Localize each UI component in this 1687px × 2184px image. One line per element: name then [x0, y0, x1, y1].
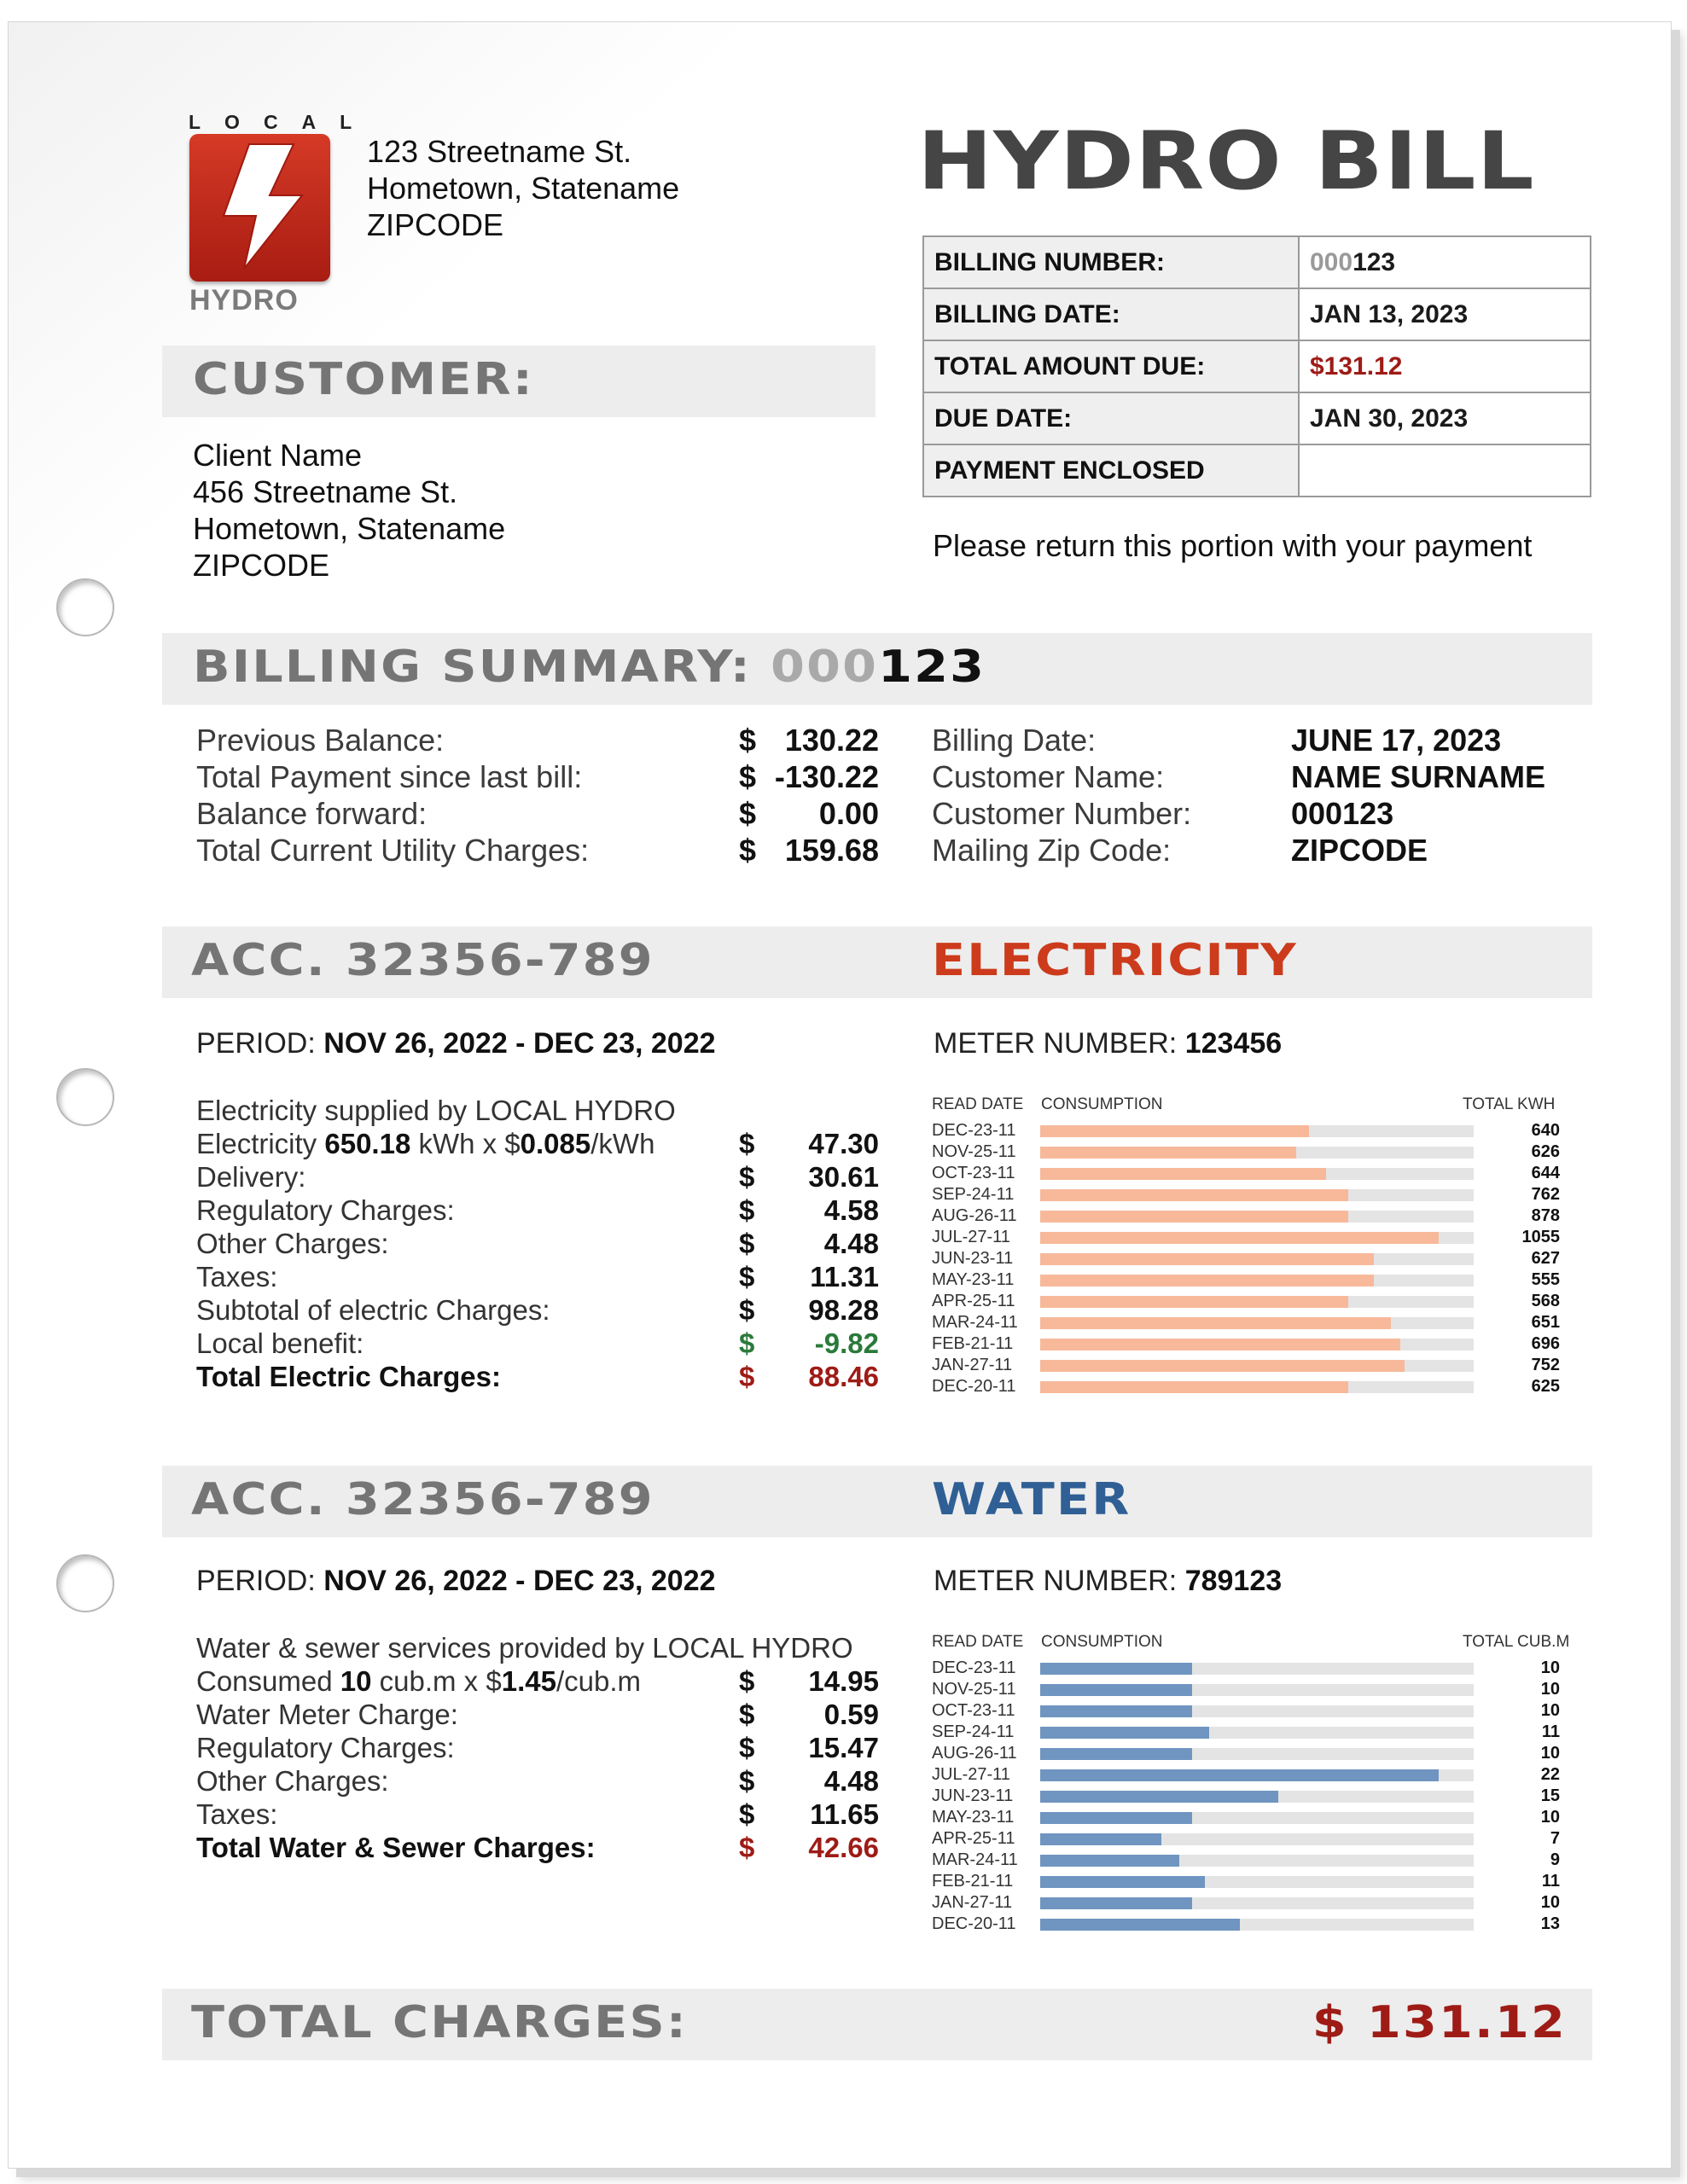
bar-track: [1040, 1769, 1474, 1781]
chart-row: [932, 1786, 1560, 1808]
rate-post: /cub.m: [556, 1665, 641, 1697]
charge-row: [196, 1327, 879, 1361]
consumption-bar: [1040, 1232, 1439, 1244]
charge-label: Subtotal of electric Charges:: [196, 1294, 550, 1326]
summary-value: 000123: [1291, 796, 1394, 831]
bar-track: [1040, 1275, 1474, 1287]
bar-track: [1040, 1381, 1474, 1393]
summary-value: -130.22: [774, 759, 879, 794]
charge-amount: -9.82: [814, 1327, 879, 1359]
total-value-label: 22: [1540, 1765, 1560, 1784]
water-period: [196, 1565, 716, 1598]
rate-price: 1.45: [501, 1665, 556, 1697]
water-band: [162, 1466, 1592, 1537]
charge-amount: 15.47: [808, 1732, 879, 1763]
customer-heading-band: [162, 346, 875, 417]
charge-amount: 30.61: [808, 1161, 879, 1193]
summary-value: 130.22: [784, 723, 879, 758]
total-value-label: 10: [1540, 1744, 1560, 1763]
consumption-bar: [1040, 1833, 1161, 1845]
consumption-bar: [1040, 1381, 1348, 1393]
bar-track: [1040, 1919, 1474, 1931]
water-account: ACC. 32356-789: [191, 1474, 654, 1525]
total-value: $ 131.12: [1312, 1997, 1567, 2048]
chart-row: [932, 1313, 1560, 1334]
table-row: [923, 288, 1591, 340]
total-value-label: 627: [1531, 1249, 1560, 1268]
charge-currency: $: [739, 1194, 755, 1226]
chart-row: [932, 1270, 1560, 1292]
charge-currency: $: [739, 1361, 755, 1392]
rate-mid: cub.m x $: [371, 1665, 502, 1697]
total-value-label: 640: [1531, 1121, 1560, 1140]
electricity-meter: [934, 1027, 1282, 1060]
punch-hole: [56, 1068, 114, 1126]
bar-track: [1040, 1727, 1474, 1739]
summary-label: Customer Number:: [932, 796, 1192, 831]
rate-mid: kWh x $: [410, 1128, 521, 1159]
read-date-label: OCT-23-11: [932, 1701, 1015, 1720]
charge-row: [196, 1732, 879, 1765]
charge-row: [196, 1194, 879, 1228]
consumption-bar: [1040, 1339, 1400, 1350]
electricity-period: [196, 1027, 716, 1060]
chart-row: [932, 1228, 1560, 1249]
customer-address-line: ZIPCODE: [193, 548, 330, 583]
bar-track: [1040, 1339, 1474, 1350]
charge-row: [196, 1228, 879, 1261]
meter-label: METER NUMBER:: [934, 1027, 1178, 1060]
summary-label: Mailing Zip Code:: [932, 833, 1172, 868]
total-value-label: 10: [1540, 1658, 1560, 1677]
billing-summary-band: [162, 633, 1592, 705]
consumption-bar: [1040, 1748, 1192, 1760]
page-title: HYDRO BILL: [917, 115, 1535, 208]
rate-qty: 10: [340, 1665, 372, 1697]
chart-row: [932, 1121, 1560, 1142]
total-value-label: 10: [1540, 1680, 1560, 1699]
bar-track: [1040, 1211, 1474, 1223]
total-value-label: 13: [1540, 1914, 1560, 1933]
total-value-label: 9: [1550, 1850, 1560, 1869]
read-date-label: MAR-24-11: [932, 1850, 1018, 1869]
summary-left: [196, 722, 879, 868]
consumption-bar: [1040, 1684, 1192, 1696]
charge-label: Water Meter Charge:: [196, 1699, 458, 1730]
charge-total-row: [196, 1832, 879, 1865]
billing-info-table: [922, 235, 1591, 497]
consumption-bar: [1040, 1147, 1296, 1159]
rate-pre: Consumed: [196, 1665, 340, 1697]
read-date-label: SEP-24-11: [932, 1722, 1015, 1741]
consumption-bar: [1040, 1897, 1192, 1909]
bar-track: [1040, 1855, 1474, 1867]
consumption-bar: [1040, 1769, 1439, 1781]
consumption-bar: [1040, 1275, 1374, 1287]
charge-row: [196, 1261, 879, 1294]
customer-address-line: 456 Streetname St.: [193, 474, 458, 509]
charge-currency: $: [739, 1327, 755, 1359]
read-date-label: AUG-26-11: [932, 1744, 1017, 1763]
logo-top-text: LOCAL: [189, 111, 376, 133]
consumption-bar: [1040, 1253, 1374, 1265]
chart-header-total: TOTAL KWH: [1463, 1095, 1556, 1113]
read-date-label: DEC-23-11: [932, 1121, 1016, 1140]
bar-track: [1040, 1125, 1474, 1137]
chart-row: [932, 1680, 1560, 1701]
total-value-label: 11: [1541, 1872, 1560, 1891]
billing-number-label: BILLING NUMBER:: [923, 236, 1299, 288]
charge-row: [196, 1699, 879, 1732]
charge-row: [196, 1765, 879, 1798]
billing-summary-heading: [193, 642, 986, 693]
read-date-label: DEC-23-11: [932, 1658, 1016, 1677]
total-value-label: 1055: [1521, 1228, 1560, 1246]
read-date-label: MAY-23-11: [932, 1270, 1015, 1289]
total-value-label: 752: [1531, 1356, 1560, 1374]
read-date-label: DEC-20-11: [932, 1377, 1016, 1396]
billing-number-value: [1299, 236, 1591, 288]
billing-date-value: JAN 13, 2023: [1299, 288, 1591, 340]
chart-row: [932, 1914, 1560, 1936]
chart-row: [932, 1356, 1560, 1377]
charge-amount: 11.31: [810, 1261, 879, 1292]
electricity-account: ACC. 32356-789: [191, 935, 654, 986]
consumption-bar: [1040, 1296, 1348, 1308]
bar-track: [1040, 1705, 1474, 1717]
consumption-bar: [1040, 1727, 1209, 1739]
consumption-bar: [1040, 1855, 1179, 1867]
charge-label: Delivery:: [196, 1161, 306, 1193]
charge-amount: 0.59: [823, 1699, 879, 1730]
customer-heading: CUSTOMER:: [193, 354, 534, 405]
bar-track: [1040, 1812, 1474, 1824]
bar-track: [1040, 1147, 1474, 1159]
consumption-bar: [1040, 1317, 1391, 1329]
total-value-label: 7: [1550, 1829, 1560, 1848]
chart-row: [932, 1893, 1560, 1914]
punch-hole: [56, 1554, 114, 1612]
electricity-intro: Electricity supplied by LOCAL HYDRO: [196, 1095, 676, 1126]
chart-header-date: READ DATE: [932, 1095, 1024, 1113]
bar-track: [1040, 1833, 1474, 1845]
total-value-label: 555: [1531, 1270, 1560, 1289]
bar-track: [1040, 1296, 1474, 1308]
charge-currency: $: [739, 1228, 755, 1259]
bar-track: [1040, 1253, 1474, 1265]
water-service-title: WATER: [932, 1474, 1131, 1525]
charge-label: Regulatory Charges:: [196, 1194, 455, 1226]
bar-track: [1040, 1684, 1474, 1696]
charge-amount: 11.65: [810, 1798, 879, 1830]
lightning-bolt-icon: [189, 134, 330, 282]
read-date-label: OCT-23-11: [932, 1164, 1015, 1182]
charge-currency: $: [739, 1699, 755, 1730]
electricity-band: [162, 926, 1592, 998]
charge-row: [196, 1294, 879, 1327]
customer-address-line: Hometown, Statename: [193, 511, 506, 546]
chart-row: [932, 1808, 1560, 1829]
chart-row: [932, 1765, 1560, 1786]
meter-label: METER NUMBER:: [934, 1565, 1178, 1597]
read-date-label: JAN-27-11: [932, 1893, 1013, 1912]
total-value-label: 651: [1531, 1313, 1560, 1332]
bar-track: [1040, 1876, 1474, 1888]
consumption-bar: [1040, 1919, 1240, 1931]
billing-number-prefix: 000: [1310, 247, 1353, 276]
total-value-label: 625: [1531, 1377, 1560, 1396]
summary-label: Balance forward:: [196, 796, 428, 831]
read-date-label: JUL-27-11: [932, 1765, 1010, 1784]
total-value-label: 626: [1531, 1142, 1560, 1161]
company-address-line: ZIPCODE: [367, 207, 504, 242]
charge-label: Taxes:: [196, 1261, 278, 1292]
period-label: PERIOD:: [196, 1027, 316, 1060]
consumption-bar: [1040, 1791, 1278, 1803]
total-value-label: 644: [1531, 1164, 1560, 1182]
charge-label: Taxes:: [196, 1798, 278, 1830]
read-date-label: NOV-25-11: [932, 1142, 1016, 1161]
charge-amount: 4.48: [823, 1765, 879, 1797]
total-value-label: 696: [1531, 1334, 1560, 1353]
period-value: NOV 26, 2022 - DEC 23, 2022: [323, 1027, 716, 1060]
total-value-label: 10: [1540, 1893, 1560, 1912]
billing-date-label: BILLING DATE:: [923, 288, 1299, 340]
table-row: [923, 340, 1591, 392]
summary-value: 0.00: [818, 796, 879, 831]
water-rate-row: [196, 1665, 879, 1699]
return-note: Please return this portion with your payment: [933, 528, 1533, 563]
read-date-label: MAY-23-11: [932, 1808, 1015, 1827]
chart-row: [932, 1722, 1560, 1744]
total-value-label: 568: [1531, 1292, 1560, 1310]
charge-amount: 4.58: [823, 1194, 879, 1226]
charge-currency: $: [739, 1261, 755, 1292]
rate-text: [196, 1128, 654, 1160]
rate-post: /kWh: [590, 1128, 655, 1159]
chart-row: [932, 1334, 1560, 1356]
amount-due-label: TOTAL AMOUNT DUE:: [923, 340, 1299, 392]
total-value-label: 762: [1531, 1185, 1560, 1204]
chart-row: [932, 1142, 1560, 1164]
total-band: [162, 1989, 1592, 2060]
chart-row: [932, 1872, 1560, 1893]
chart-row: [932, 1829, 1560, 1850]
due-date-label: DUE DATE:: [923, 392, 1299, 444]
charge-label: Total Water & Sewer Charges:: [196, 1832, 596, 1863]
charge-label: Other Charges:: [196, 1228, 389, 1259]
charge-amount: 4.48: [823, 1228, 879, 1259]
charge-amount: 42.66: [808, 1832, 879, 1863]
charge-currency: $: [739, 1798, 755, 1830]
read-date-label: APR-25-11: [932, 1829, 1015, 1848]
consumption-bar: [1040, 1360, 1405, 1372]
read-date-label: JUL-27-11: [932, 1228, 1010, 1246]
chart-row: [932, 1292, 1560, 1313]
chart-row: [932, 1744, 1560, 1765]
water-meter: [934, 1565, 1282, 1598]
charge-currency: $: [739, 1161, 755, 1193]
logo-bottom-text: HYDRO: [189, 284, 299, 317]
read-date-label: FEB-21-11: [932, 1334, 1014, 1353]
read-date-label: DEC-20-11: [932, 1914, 1016, 1933]
table-row: [923, 392, 1591, 444]
summary-currency: $: [739, 796, 757, 831]
chart-row: [932, 1701, 1560, 1722]
chart-row: [932, 1206, 1560, 1228]
bar-track: [1040, 1168, 1474, 1180]
summary-label: Total Payment since last bill:: [196, 759, 583, 794]
meter-value: 789123: [1184, 1565, 1283, 1597]
summary-label: Previous Balance:: [196, 723, 445, 758]
summary-right: [932, 722, 1606, 868]
summary-label: Customer Name:: [932, 759, 1165, 794]
meter-value: 123456: [1184, 1027, 1283, 1060]
consumption-bar: [1040, 1189, 1348, 1201]
summary-currency: $: [739, 833, 757, 868]
payment-enclosed-field[interactable]: [1299, 444, 1591, 497]
billing-summary-label: BILLING SUMMARY:: [193, 642, 752, 693]
rate-text: [196, 1665, 641, 1698]
consumption-bar: [1040, 1812, 1192, 1824]
bar-track: [1040, 1189, 1474, 1201]
read-date-label: JAN-27-11: [932, 1356, 1013, 1374]
billing-summary-number-value: 123: [878, 642, 986, 693]
chart-row: [932, 1658, 1560, 1680]
billing-summary-number-prefix: 000: [771, 642, 879, 693]
amount-due-value: $131.12: [1299, 340, 1591, 392]
period-label: PERIOD:: [196, 1565, 316, 1597]
read-date-label: MAR-24-11: [932, 1313, 1018, 1332]
bar-track: [1040, 1791, 1474, 1803]
charge-label: Total Electric Charges:: [196, 1361, 501, 1392]
charge-currency: $: [739, 1294, 755, 1326]
consumption-bar: [1040, 1876, 1205, 1888]
charge-label: Other Charges:: [196, 1765, 389, 1797]
charge-total-row: [196, 1361, 879, 1394]
customer-address: [193, 437, 505, 584]
total-value-label: 10: [1540, 1701, 1560, 1720]
rate-price: 0.085: [520, 1128, 591, 1159]
charge-amount: 98.28: [808, 1294, 879, 1326]
consumption-bar: [1040, 1125, 1309, 1137]
bar-track: [1040, 1232, 1474, 1244]
chart-row: [932, 1185, 1560, 1206]
charge-currency: $: [739, 1128, 755, 1159]
summary-currency: $: [739, 759, 757, 794]
rate-pre: Electricity: [196, 1128, 325, 1159]
charge-currency: $: [739, 1732, 755, 1763]
chart-row: [932, 1164, 1560, 1185]
bar-track: [1040, 1897, 1474, 1909]
customer-address-line: Client Name: [193, 438, 363, 473]
due-date-value: JAN 30, 2023: [1299, 392, 1591, 444]
charge-currency: $: [739, 1665, 755, 1697]
bar-track: [1040, 1317, 1474, 1329]
summary-value: ZIPCODE: [1291, 833, 1428, 868]
total-value-label: 15: [1540, 1786, 1560, 1805]
charge-amount: 14.95: [808, 1665, 879, 1697]
read-date-label: AUG-26-11: [932, 1206, 1017, 1225]
consumption-bar: [1040, 1705, 1192, 1717]
summary-label: Total Current Utility Charges:: [196, 833, 590, 868]
summary-value: 159.68: [784, 833, 879, 868]
charge-label: Regulatory Charges:: [196, 1732, 455, 1763]
electricity-rate-row: [196, 1128, 879, 1161]
billing-summary-number: [771, 642, 986, 693]
read-date-label: JUN-23-11: [932, 1786, 1014, 1805]
total-value-label: 878: [1531, 1206, 1560, 1225]
bar-track: [1040, 1748, 1474, 1760]
table-row: [923, 236, 1591, 288]
charge-row: [196, 1798, 879, 1832]
chart-header-date: READ DATE: [932, 1633, 1024, 1651]
company-address: [367, 133, 679, 243]
company-address-line: 123 Streetname St.: [367, 134, 632, 169]
summary-currency: $: [739, 723, 757, 758]
water-intro: Water & sewer services provided by LOCAL HYDRO: [196, 1632, 853, 1664]
consumption-bar: [1040, 1211, 1348, 1223]
summary-label: Billing Date:: [932, 723, 1097, 758]
summary-value: NAME SURNAME: [1291, 759, 1546, 794]
chart-header-consumption: CONSUMPTION: [1041, 1095, 1163, 1113]
charge-currency: $: [739, 1765, 755, 1797]
charge-amount: 88.46: [808, 1361, 879, 1392]
chart-row: [932, 1850, 1560, 1872]
charge-currency: $: [739, 1832, 755, 1863]
total-value-label: 10: [1540, 1808, 1560, 1827]
read-date-label: SEP-24-11: [932, 1185, 1015, 1204]
chart-header-total: TOTAL CUB.M: [1463, 1633, 1570, 1651]
rate-qty: 650.18: [324, 1128, 411, 1159]
electricity-service-title: ELECTRICITY: [932, 935, 1298, 986]
period-value: NOV 26, 2022 - DEC 23, 2022: [323, 1565, 716, 1597]
summary-value: JUNE 17, 2023: [1291, 723, 1502, 758]
chart-row: [932, 1249, 1560, 1270]
chart-header-consumption: CONSUMPTION: [1041, 1633, 1163, 1651]
bar-track: [1040, 1360, 1474, 1372]
billing-number: 123: [1353, 247, 1396, 276]
read-date-label: APR-25-11: [932, 1292, 1015, 1310]
punch-hole: [56, 578, 114, 636]
table-row: [923, 444, 1591, 497]
chart-row: [932, 1377, 1560, 1398]
consumption-bar: [1040, 1663, 1192, 1675]
charge-amount: 47.30: [808, 1128, 879, 1159]
consumption-bar: [1040, 1168, 1326, 1180]
charge-label: Local benefit:: [196, 1327, 364, 1359]
company-address-line: Hometown, Statename: [367, 171, 680, 206]
payment-enclosed-label: PAYMENT ENCLOSED: [923, 444, 1299, 497]
charge-row: [196, 1161, 879, 1194]
bar-track: [1040, 1663, 1474, 1675]
read-date-label: NOV-25-11: [932, 1680, 1016, 1699]
total-value-label: 11: [1541, 1722, 1560, 1741]
read-date-label: JUN-23-11: [932, 1249, 1014, 1268]
total-label: TOTAL CHARGES:: [191, 1997, 688, 2048]
read-date-label: FEB-21-11: [932, 1872, 1014, 1891]
